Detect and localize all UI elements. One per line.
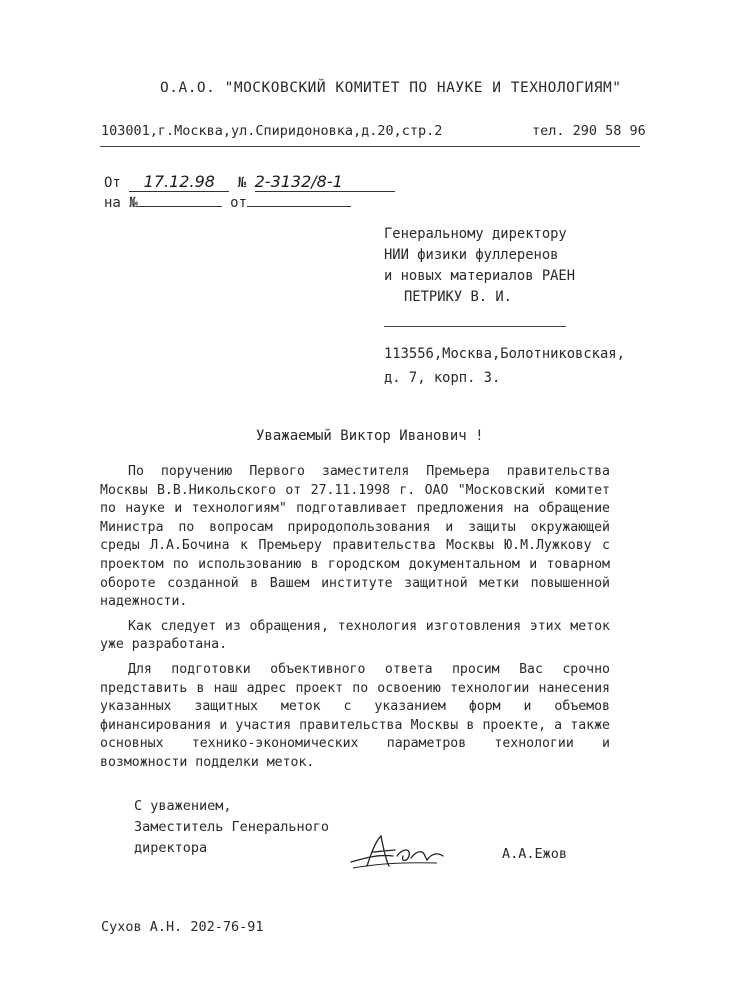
number-label: №	[237, 175, 247, 191]
recipient-address-line: д. 7, корп. 3.	[384, 370, 501, 386]
recipient-block	[384, 224, 575, 308]
body-paragraph: По поручению Первого заместителя Премьера правительства Москвы В.В.Никольского от 27.11.1998 г. ОАО "Московский комитет по науке и технологиям" подготавливает предложения на обращение Министра по вопросам природопользования и защиты окружающей среды Л.А.Бочина к Премьеру правительства Москвы Ю.М.Лужкову с проектом по использованию в городском документальном и товарном обороте созданной в Вашем институте защитной метки повышенной надежности.	[100, 464, 610, 610]
outgoing-reference	[104, 172, 395, 192]
letter-body	[100, 463, 610, 779]
recipient-line: НИИ физики фуллеренов	[384, 247, 559, 263]
reply-number-blank	[138, 194, 222, 207]
reply-reference	[104, 194, 351, 211]
closing-line: директора	[134, 840, 208, 856]
signer-name: А.А.Ежов	[502, 846, 568, 862]
closing-block	[134, 796, 329, 859]
closing-line: С уважением,	[134, 798, 232, 814]
reply-date-blank	[247, 194, 351, 207]
reply-from-label: от	[230, 195, 248, 211]
org-address: 103001,г.Москва,ул.Спиридоновка,д.20,стр.2	[101, 123, 443, 139]
reference-number: 2-3132/8-1	[255, 172, 395, 192]
recipient-divider	[384, 326, 566, 327]
org-phone: тел. 290 58 96	[532, 123, 646, 139]
reply-label: на №	[104, 195, 138, 211]
recipient-address	[384, 342, 625, 390]
body-paragraph: Как следует из обращения, технология изготовления этих меток уже разработана.	[100, 618, 610, 653]
body-paragraph: Для подготовки объективного ответа просим Вас срочно представить в наш адрес проект по освоению технологии нанесения указанных защитных меток с указанием форм и объемов финансирования и участия правительства Москвы в проекте, а также основных технико-экономических параметров технологии и возможности подделки меток.	[100, 661, 610, 770]
header-divider	[100, 146, 640, 147]
salutation: Уважаемый Виктор Иванович !	[256, 428, 484, 444]
recipient-address-line: 113556,Москва,Болотниковская,	[384, 346, 625, 362]
org-name: О.А.О. "МОСКОВСКИЙ КОМИТЕТ ПО НАУКЕ И ТЕХНОЛОГИЯМ"	[160, 80, 622, 96]
from-label: От	[104, 175, 121, 191]
recipient-line: и новых материалов РАЕН	[384, 268, 576, 284]
handwritten-signature	[345, 832, 455, 872]
recipient-name: ПЕТРИКУ В. И.	[404, 289, 512, 305]
executor-contact: Сухов А.Н. 202-76-91	[101, 919, 264, 935]
closing-line: Заместитель Генерального	[134, 819, 330, 835]
reference-date: 17.12.98	[129, 172, 229, 192]
recipient-line: Генеральному директору	[384, 226, 567, 242]
